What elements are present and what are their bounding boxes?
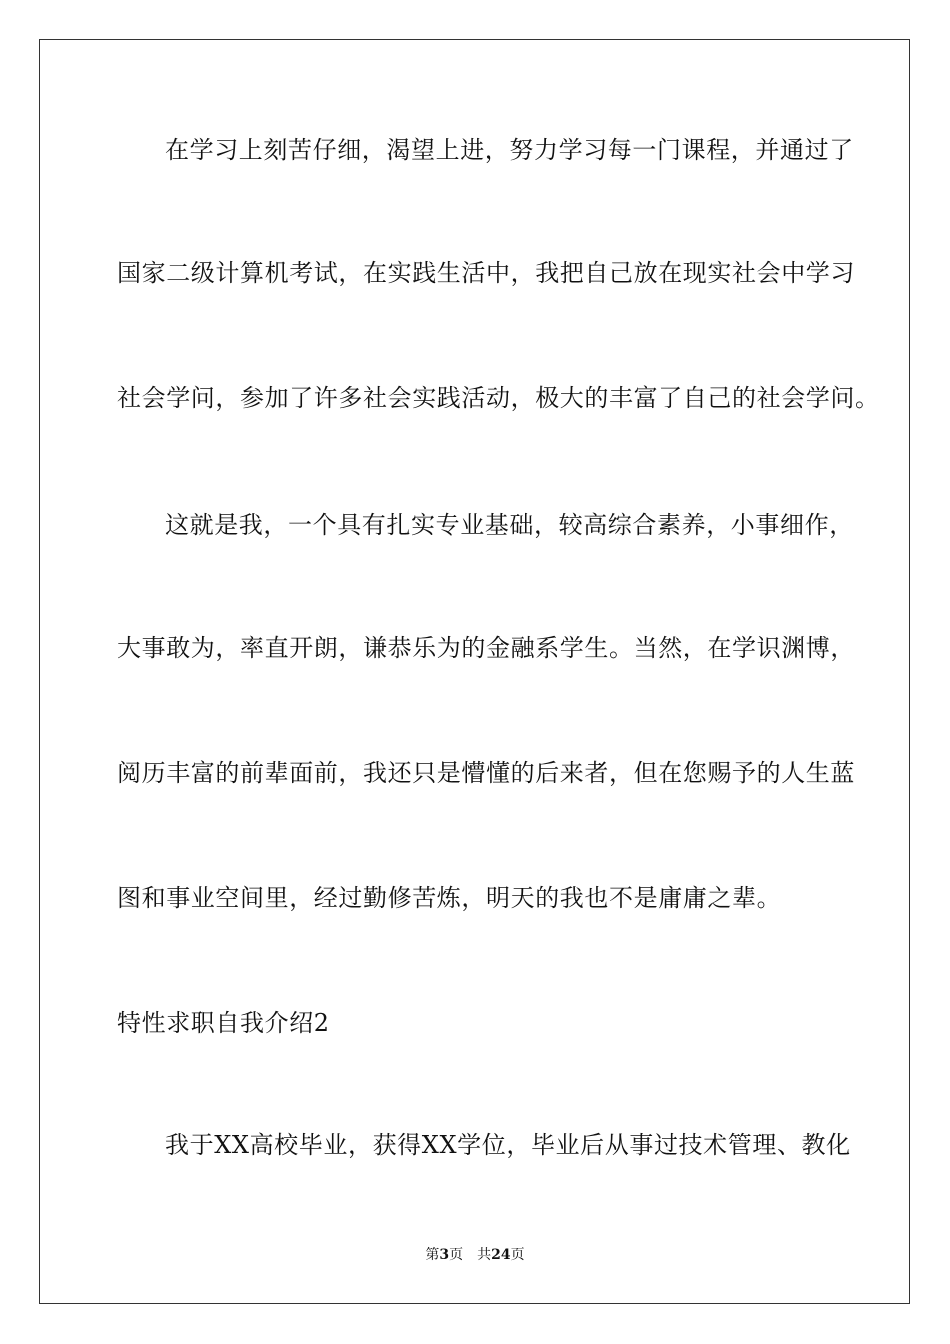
footer-page-prefix: 第 <box>425 1247 440 1263</box>
footer-page-suffix: 页 <box>449 1247 464 1263</box>
page-footer <box>0 1245 950 1265</box>
footer-total-number: 24 <box>491 1247 511 1263</box>
paragraph-line-6: 阅历丰富的前辈面前，我还只是懵懂的后来者，但在您赐予的人生蓝 <box>117 759 855 787</box>
footer-page-number: 3 <box>439 1247 450 1263</box>
page-border <box>39 39 910 1304</box>
footer-total-prefix: 共 <box>477 1247 492 1263</box>
footer-total-suffix: 页 <box>510 1247 525 1263</box>
section-heading: 特性求职自我介绍2 <box>117 1009 330 1037</box>
paragraph-line-4: 这就是我，一个具有扎实专业基础，较高综合素养，小事细作， <box>165 511 854 539</box>
paragraph-line-2: 国家二级计算机考试，在实践生活中，我把自己放在现实社会中学习 <box>117 259 855 287</box>
paragraph-line-3: 社会学问，参加了许多社会实践活动，极大的丰富了自己的社会学问。 <box>117 384 880 412</box>
paragraph-line-8: 我于XX高校毕业，获得XX学位，毕业后从事过技术管理、教化 <box>165 1131 851 1159</box>
paragraph-line-7: 图和事业空间里，经过勤修苦炼，明天的我也不是庸庸之辈。 <box>117 884 782 912</box>
paragraph-line-1: 在学习上刻苦仔细，渴望上进，努力学习每一门课程，并通过了 <box>165 136 854 164</box>
paragraph-line-5: 大事敢为，率直开朗，谦恭乐为的金融系学生。当然，在学识渊博， <box>117 634 855 662</box>
